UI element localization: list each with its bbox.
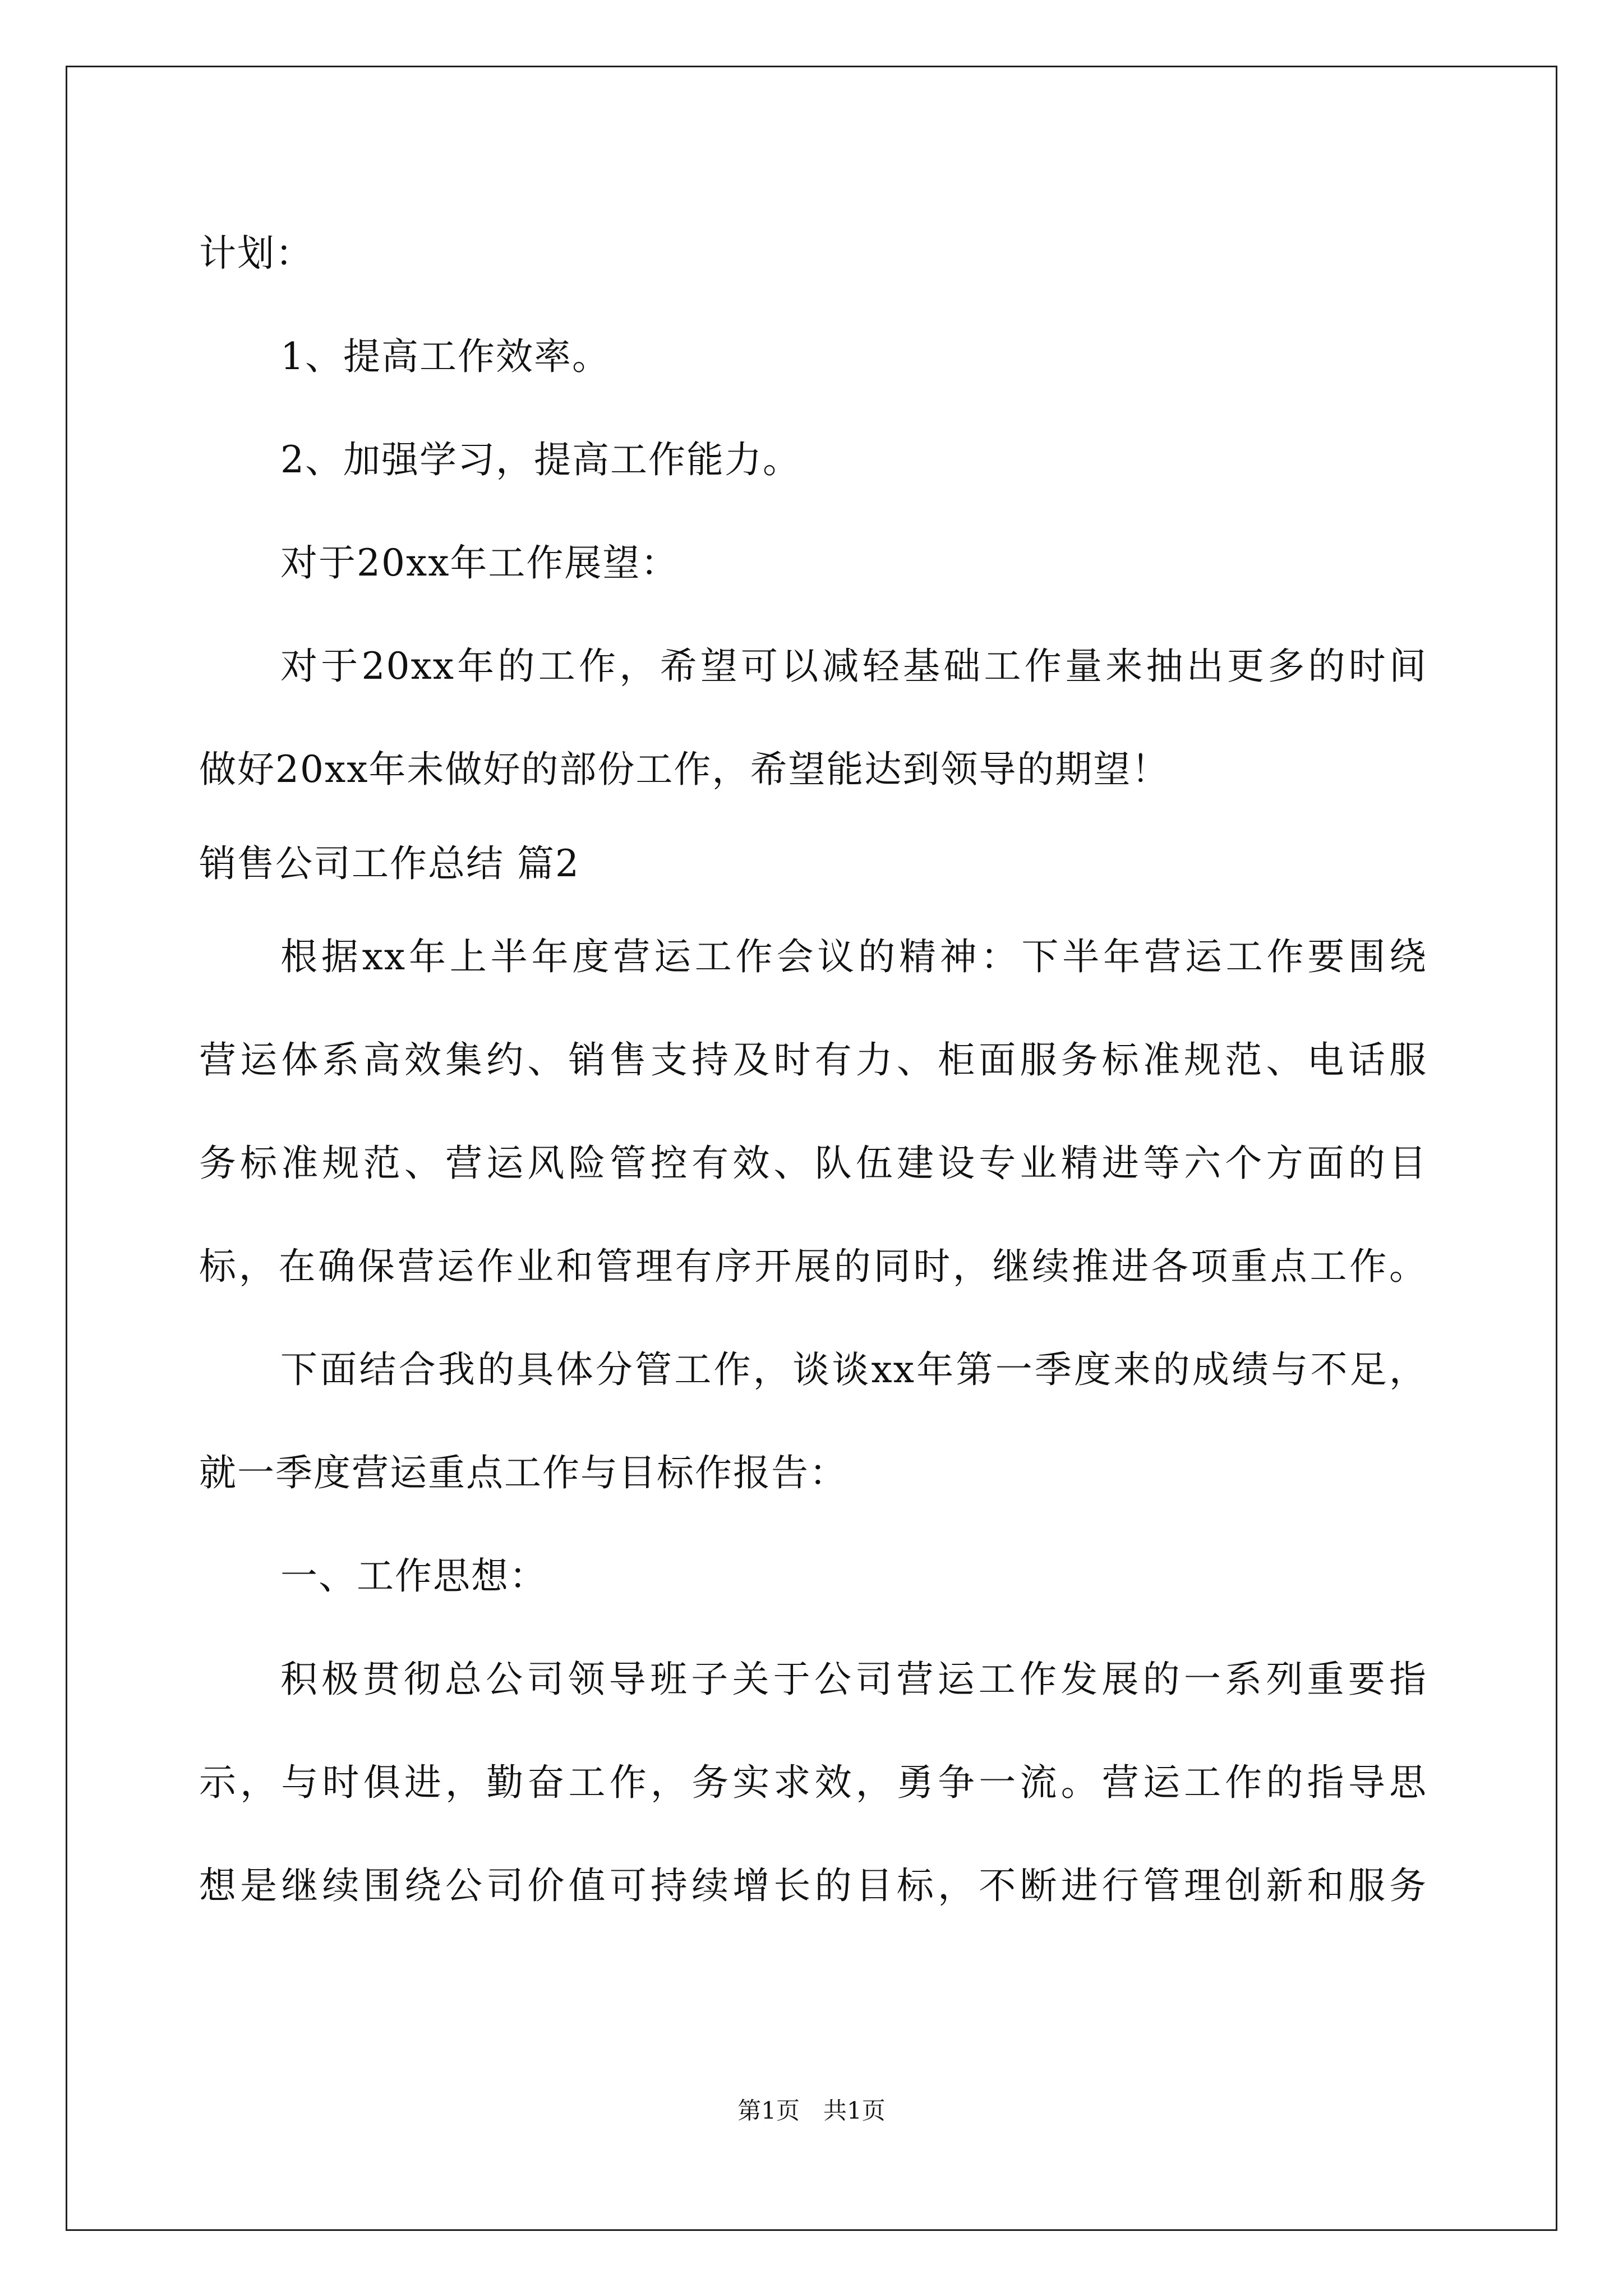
text-line-item-2: 2、加强学习，提高工作能力。 bbox=[280, 438, 801, 481]
section-title: 销售公司工作总结 篇2 bbox=[199, 842, 580, 885]
text-line-para2-2: 就一季度营运重点工作与目标作报告： bbox=[199, 1451, 847, 1494]
text-line-para3-2: 示，与时俱进，勤奋工作，务实求效，勇争一流。营运工作的指导思 bbox=[199, 1761, 1427, 1804]
text-line-para3-3: 想是继续围绕公司价值可持续增长的目标，不断进行管理创新和服务 bbox=[199, 1864, 1427, 1907]
text-line-para1-2: 营运体系高效集约、销售支持及时有力、柜面服务标准规范、电话服 bbox=[199, 1038, 1427, 1082]
text-line-item-1: 1、提高工作效率。 bbox=[280, 335, 610, 378]
text-line-outlook-2: 做好20xx年未做好的部份工作，希望能达到领导的期望！ bbox=[199, 748, 1170, 791]
text-line-para2-1: 下面结合我的具体分管工作，谈谈xx年第一季度来的成绩与不足， bbox=[280, 1348, 1427, 1391]
text-line-para1-1: 根据xx年上半年度营运工作会议的精神：下半年营运工作要围绕 bbox=[280, 935, 1427, 978]
text-line-outlook-heading: 对于20xx年工作展望： bbox=[280, 541, 679, 585]
page-footer: 第1页 共1页 bbox=[737, 2097, 886, 2124]
text-line-plan: 计划： bbox=[199, 232, 313, 275]
text-line-para1-3: 务标准规范、营运风险管控有效、队伍建设专业精进等六个方面的目 bbox=[199, 1142, 1427, 1185]
text-line-para3-1: 积极贯彻总公司领导班子关于公司营运工作发展的一系列重要指 bbox=[280, 1658, 1427, 1701]
text-line-heading-1: 一、工作思想： bbox=[280, 1554, 547, 1598]
text-line-outlook-1: 对于20xx年的工作，希望可以减轻基础工作量来抽出更多的时间 bbox=[280, 645, 1427, 688]
text-line-para1-4: 标，在确保营运作业和管理有序开展的同时，继续推进各项重点工作。 bbox=[199, 1245, 1427, 1288]
